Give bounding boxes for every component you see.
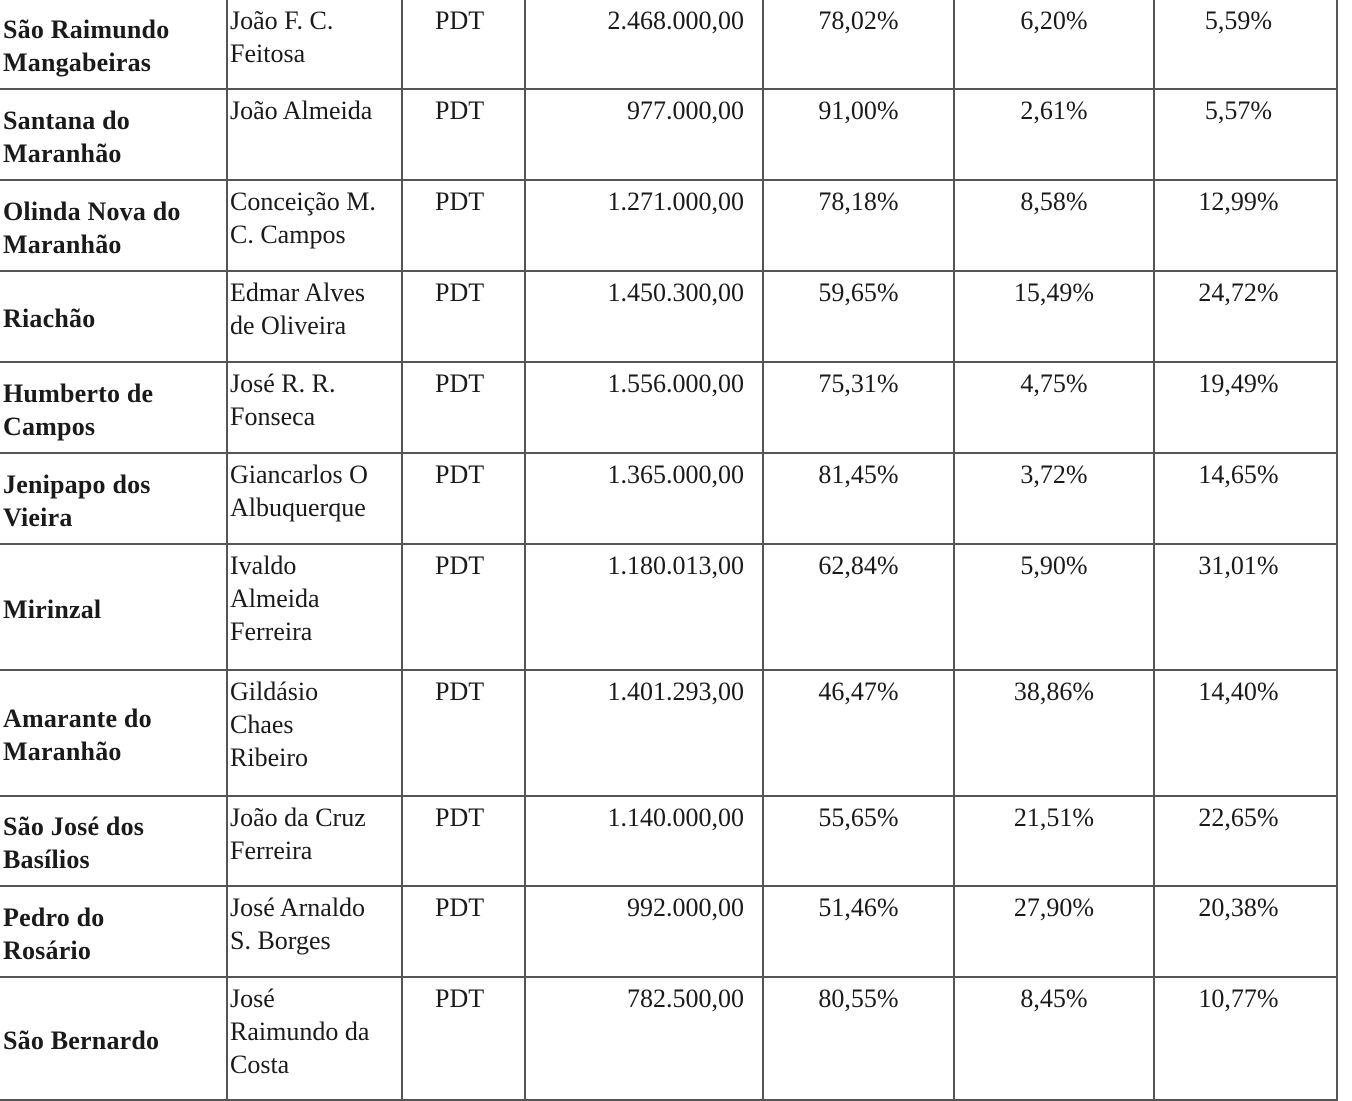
cell-pct-1 — [763, 977, 954, 1100]
cell-partido — [402, 362, 525, 453]
cell-municipio-text: Amarante do Maranhão — [3, 704, 152, 766]
cell-partido-text: PDT — [435, 893, 485, 922]
cell-pct-3-text: 5,57% — [1204, 96, 1273, 125]
cell-pct-3-text: 19,49% — [1198, 369, 1279, 398]
cell-pct-1 — [763, 89, 954, 180]
cell-pct-2-text: 21,51% — [1013, 803, 1095, 832]
cell-pct-1 — [763, 0, 954, 89]
cell-partido — [402, 0, 525, 89]
cell-valor — [525, 0, 763, 89]
cell-partido — [402, 544, 525, 670]
cell-pct-3-text: 5,59% — [1204, 6, 1273, 35]
cell-pct-2 — [954, 453, 1154, 544]
cell-pct-3-text: 31,01% — [1198, 551, 1279, 580]
cell-pct-1 — [763, 271, 954, 362]
cell-partido — [402, 670, 525, 796]
cell-valor-text: 1.140.000,00 — [607, 803, 744, 832]
cell-pct-2 — [954, 670, 1154, 796]
cell-pct-1-text: 78,02% — [818, 6, 899, 35]
cell-pct-2-text: 6,20% — [1020, 6, 1088, 35]
cell-prefeito — [227, 362, 402, 453]
cell-pct-3-text: 12,99% — [1198, 187, 1279, 216]
cell-pct-1 — [763, 886, 954, 977]
cell-partido-text: PDT — [435, 551, 485, 580]
cell-partido-text: PDT — [435, 369, 485, 398]
cell-pct-1-text: 51,46% — [818, 893, 899, 922]
cell-pct-1-text: 59,65% — [818, 278, 899, 307]
cell-valor-text: 1.271.000,00 — [607, 187, 744, 216]
cell-valor — [525, 271, 763, 362]
cell-pct-1 — [763, 362, 954, 453]
cell-municipio — [0, 886, 227, 977]
cell-pct-3-text: 14,40% — [1198, 677, 1279, 706]
table-row — [0, 89, 1337, 180]
cell-pct-2-text: 3,72% — [1020, 460, 1088, 489]
cell-valor — [525, 977, 763, 1100]
cell-valor-text: 1.180.013,00 — [607, 551, 744, 580]
cell-pct-1 — [763, 796, 954, 886]
cell-pct-1 — [763, 544, 954, 670]
cell-valor — [525, 180, 763, 271]
cell-municipio — [0, 180, 227, 271]
cell-pct-3-text: 14,65% — [1198, 460, 1279, 489]
cell-pct-2-text: 8,58% — [1020, 187, 1088, 216]
cell-partido-text: PDT — [435, 96, 485, 125]
table-row — [0, 670, 1337, 796]
cell-pct-2 — [954, 362, 1154, 453]
cell-pct-1 — [763, 453, 954, 544]
cell-valor — [525, 89, 763, 180]
cell-pct-1 — [763, 670, 954, 796]
cell-prefeito-text: Edmar Alves de Oliveira — [230, 278, 366, 340]
cell-pct-1-text: 75,31% — [818, 369, 899, 398]
cell-partido-text: PDT — [435, 278, 485, 307]
cell-prefeito-text: José Raimundo da Costa — [230, 984, 370, 1079]
cell-pct-2-text: 8,45% — [1020, 984, 1088, 1013]
table-row — [0, 796, 1337, 886]
cell-pct-1-text: 46,47% — [818, 677, 899, 706]
cell-prefeito — [227, 796, 402, 886]
cell-pct-3-text: 10,77% — [1198, 984, 1279, 1013]
cell-pct-2 — [954, 886, 1154, 977]
cell-municipio — [0, 0, 227, 89]
cell-partido — [402, 796, 525, 886]
cell-valor — [525, 796, 763, 886]
cell-prefeito — [227, 453, 402, 544]
cell-prefeito-text: João F. C. Feitosa — [230, 6, 334, 68]
table-row — [0, 453, 1337, 544]
cell-municipio — [0, 977, 227, 1100]
cell-partido-text: PDT — [435, 460, 485, 489]
cell-prefeito — [227, 271, 402, 362]
cell-partido — [402, 89, 525, 180]
cell-valor-text: 1.365.000,00 — [607, 460, 744, 489]
cell-partido — [402, 180, 525, 271]
cell-valor-text: 977.000,00 — [627, 96, 744, 125]
cell-valor — [525, 670, 763, 796]
cell-partido-text: PDT — [435, 187, 485, 216]
cell-valor — [525, 453, 763, 544]
cell-pct-3 — [1154, 670, 1337, 796]
cell-prefeito — [227, 977, 402, 1100]
cell-prefeito-text: João Almeida — [230, 96, 373, 125]
cell-pct-3 — [1154, 0, 1337, 89]
table-row — [0, 544, 1337, 670]
cell-pct-3-text: 22,65% — [1198, 803, 1279, 832]
cell-valor-text: 2.468.000,00 — [607, 6, 744, 35]
cell-pct-2-text: 38,86% — [1013, 677, 1095, 706]
cell-prefeito — [227, 544, 402, 670]
cell-valor-text: 1.450.300,00 — [607, 278, 744, 307]
cell-pct-2 — [954, 796, 1154, 886]
cell-pct-3 — [1154, 544, 1337, 670]
cell-pct-2-text: 15,49% — [1013, 278, 1095, 307]
cell-partido-text: PDT — [435, 984, 485, 1013]
cell-valor — [525, 886, 763, 977]
cell-prefeito — [227, 886, 402, 977]
cell-municipio — [0, 796, 227, 886]
cell-prefeito-text: João da Cruz Ferreira — [230, 803, 366, 865]
cell-pct-3-text: 20,38% — [1198, 893, 1279, 922]
cell-partido — [402, 453, 525, 544]
cell-pct-3 — [1154, 796, 1337, 886]
cell-prefeito — [227, 670, 402, 796]
cell-prefeito-text: José Arnaldo S. Borges — [230, 893, 366, 955]
cell-pct-1-text: 62,84% — [818, 551, 899, 580]
cell-valor — [525, 544, 763, 670]
cell-pct-2 — [954, 977, 1154, 1100]
cell-valor — [525, 362, 763, 453]
cell-valor-text: 782.500,00 — [627, 984, 744, 1013]
cell-municipio — [0, 453, 227, 544]
cell-partido — [402, 977, 525, 1100]
table-row — [0, 362, 1337, 453]
cell-prefeito-text: Giancarlos O Albuquerque — [230, 460, 368, 522]
cell-pct-2 — [954, 544, 1154, 670]
cell-municipio-text: Pedro do Rosário — [3, 902, 105, 965]
cell-pct-2 — [954, 180, 1154, 271]
cell-pct-1-text: 78,18% — [818, 187, 899, 216]
cell-valor-text: 1.556.000,00 — [607, 369, 744, 398]
cell-pct-2-text: 27,90% — [1013, 893, 1095, 922]
cell-municipio-text: São Raimundo Mangabeiras — [3, 15, 170, 77]
cell-prefeito — [227, 180, 402, 271]
cell-municipio — [0, 271, 227, 362]
table-row — [0, 0, 1337, 89]
cell-pct-3 — [1154, 977, 1337, 1100]
cell-prefeito-text: Gildásio Chaes Ribeiro — [230, 677, 319, 772]
table-row — [0, 977, 1337, 1100]
cell-pct-3 — [1154, 271, 1337, 362]
cell-pct-1-text: 80,55% — [818, 984, 899, 1013]
cell-municipio-text: Mirinzal — [3, 594, 102, 624]
cell-pct-2 — [954, 271, 1154, 362]
cell-pct-2 — [954, 0, 1154, 89]
cell-pct-1-text: 81,45% — [818, 460, 899, 489]
cell-pct-3 — [1154, 886, 1337, 977]
cell-municipio-text: Olinda Nova do Maranhão — [3, 196, 181, 259]
cell-pct-3 — [1154, 362, 1337, 453]
cell-prefeito — [227, 0, 402, 89]
cell-partido-text: PDT — [435, 6, 485, 35]
cell-partido — [402, 886, 525, 977]
cell-municipio — [0, 362, 227, 453]
cell-valor-text: 1.401.293,00 — [607, 677, 744, 706]
cell-pct-2-text: 2,61% — [1020, 96, 1088, 125]
table-row — [0, 180, 1337, 271]
cell-pct-1-text: 91,00% — [818, 96, 899, 125]
cell-municipio — [0, 89, 227, 180]
cell-pct-3 — [1154, 89, 1337, 180]
cell-pct-3 — [1154, 180, 1337, 271]
cell-municipio-text: Jenipapo dos Vieira — [3, 469, 151, 532]
cell-pct-3 — [1154, 453, 1337, 544]
cell-municipio-text: Santana do Maranhão — [3, 105, 130, 168]
cell-partido-text: PDT — [435, 803, 485, 832]
cell-pct-1-text: 55,65% — [818, 803, 899, 832]
cell-valor-text: 992.000,00 — [627, 893, 744, 922]
cell-prefeito — [227, 89, 402, 180]
cell-municipio-text: Humberto de Campos — [3, 378, 154, 441]
cell-municipio — [0, 544, 227, 670]
cell-pct-2-text: 5,90% — [1020, 551, 1088, 580]
cell-pct-1 — [763, 180, 954, 271]
cell-municipio-text: Riachão — [3, 304, 96, 333]
cell-prefeito-text: Conceição M. C. Campos — [230, 187, 376, 249]
table-row — [0, 271, 1337, 362]
cell-municipio — [0, 670, 227, 796]
cell-pct-2 — [954, 89, 1154, 180]
cell-pct-2-text: 4,75% — [1020, 369, 1088, 398]
cell-pct-3-text: 24,72% — [1198, 278, 1279, 307]
cell-prefeito-text: José R. R. Fonseca — [230, 369, 336, 431]
cell-municipio-text: São José dos Basílios — [3, 812, 145, 874]
cell-partido-text: PDT — [435, 677, 485, 706]
cell-prefeito-text: Ivaldo Almeida Ferreira — [230, 551, 320, 646]
cell-partido — [402, 271, 525, 362]
table-row — [0, 886, 1337, 977]
cell-municipio-text: São Bernardo — [3, 1026, 160, 1055]
